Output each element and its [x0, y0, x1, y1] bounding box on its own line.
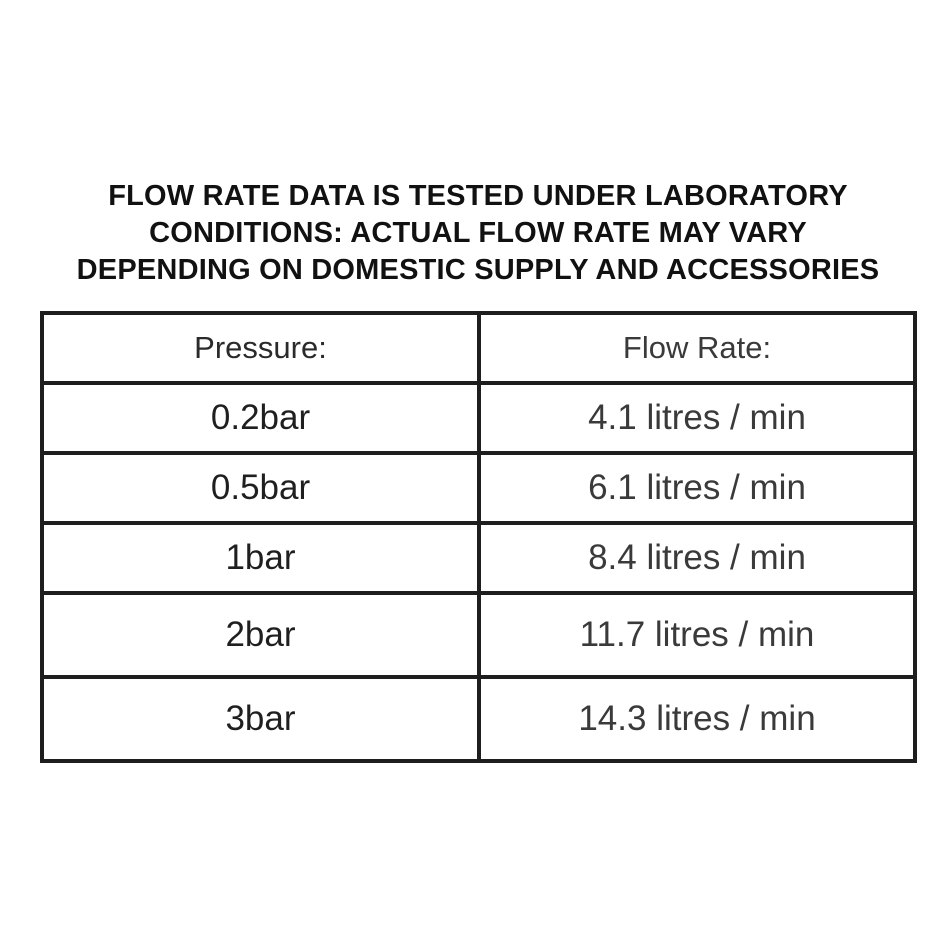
pressure-cell: 1bar [42, 523, 479, 593]
table-row [42, 383, 915, 453]
flow-rate-cell: 11.7 litres / min [479, 593, 915, 677]
table-header-row [42, 313, 915, 383]
pressure-cell: 3bar [42, 677, 479, 761]
pressure-cell: 0.2bar [42, 383, 479, 453]
notice-line-2: CONDITIONS: ACTUAL FLOW RATE MAY VARY [149, 217, 807, 249]
pressure-header: Pressure: [42, 313, 479, 383]
pressure-cell: 2bar [42, 593, 479, 677]
table-row [42, 453, 915, 523]
table-row [42, 593, 915, 677]
flow-rate-header: Flow Rate: [479, 313, 915, 383]
flow-rate-cell: 8.4 litres / min [479, 523, 915, 593]
flow-rate-cell: 4.1 litres / min [479, 383, 915, 453]
notice-line-1: FLOW RATE DATA IS TESTED UNDER LABORATORY [108, 180, 848, 212]
flow-rate-cell: 14.3 litres / min [479, 677, 915, 761]
flow-rate-cell: 6.1 litres / min [479, 453, 915, 523]
notice-line-3: DEPENDING ON DOMESTIC SUPPLY AND ACCESSORIES [76, 254, 880, 286]
flow-rate-notice [0, 178, 950, 289]
flow-rate-table [40, 311, 917, 763]
table-row [42, 677, 915, 761]
table-row [42, 523, 915, 593]
pressure-cell: 0.5bar [42, 453, 479, 523]
